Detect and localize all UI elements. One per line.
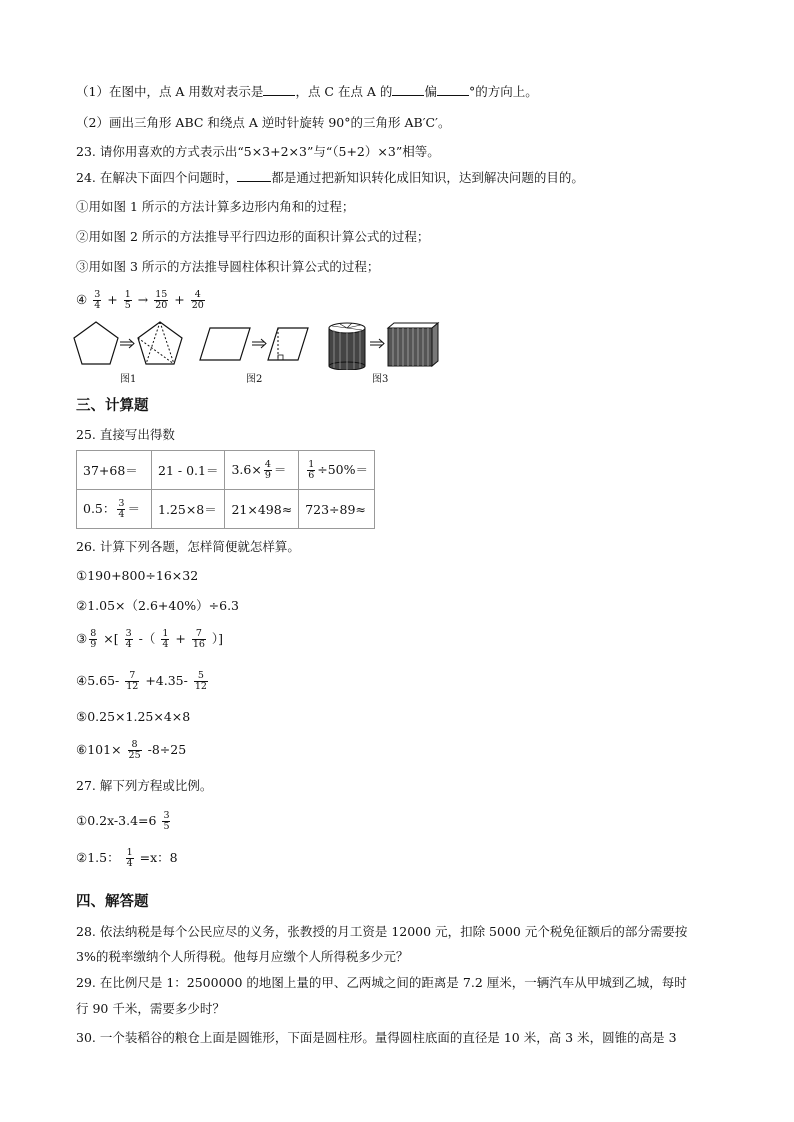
table-cell: 21×498≈ xyxy=(225,490,299,529)
arrow-icon xyxy=(370,339,384,348)
table-cell: $\frac{1}{6}$ ÷50%＝ xyxy=(299,451,375,490)
q26-expr-5: ⑤0.25×1.25×4×8 xyxy=(76,709,191,724)
q22-part2: （2）画出三角形 ABC 和绕点 A 逆时针旋转 90°的三角形 AB′C′。 xyxy=(76,115,451,130)
answer-blank[interactable] xyxy=(392,83,424,96)
question-28-line-1: 28. 依法纳税是每个公民应尽的义务，张教授的月工资是 12000 元，扣除 5000 元个税免征额后的部分需要按 xyxy=(76,924,688,939)
table-cell: 37+68＝ xyxy=(77,451,152,490)
fraction: $\frac{4}{20}$ xyxy=(191,289,204,311)
answer-blank[interactable] xyxy=(437,83,469,96)
cut-parallelogram-shape xyxy=(268,328,308,360)
q26-expr-3: ③ $\frac{8}{9}$ ×[ $\frac{3}{4}$ -（ $\frac{1}{4}$ + $\frac{7}{16}$ ）] xyxy=(76,628,224,650)
q24-item3: ③用如图 3 所示的方法推导圆柱体积计算公式的过程； xyxy=(76,259,380,274)
divided-pentagon-shape xyxy=(138,322,182,364)
answer-blank[interactable] xyxy=(237,169,271,182)
question-29-line-1: 29. 在比例尺是 1：2500000 的地图上量的甲、乙两城之间的距离是 7.2 厘米，一辆汽车从甲城到乙城，每时 xyxy=(76,975,687,990)
q24-item2: ②用如图 2 所示的方法推导平行四边形的面积计算公式的过程； xyxy=(76,229,430,244)
question-26-title: 26. 计算下列各题，怎样简便就怎样算。 xyxy=(76,539,300,554)
table-cell: 3.6× $\frac{4}{9}$ ＝ xyxy=(225,451,299,490)
answer-blank[interactable] xyxy=(263,83,295,96)
fraction: $\frac{15}{20}$ xyxy=(155,289,168,311)
pentagon-shape xyxy=(74,322,118,364)
table-cell: 21 - 0.1＝ xyxy=(152,451,225,490)
question-30-line-1: 30. 一个装稻谷的粮仓上面是圆锥形，下面是圆柱形。量得圆柱底面的直径是 10 米，高 3 米，圆锥的高是 3 xyxy=(76,1030,677,1045)
question-25-title: 25. 直接写出得数 xyxy=(76,427,175,442)
section-3-heading: 三、计算题 xyxy=(76,398,149,414)
parallelogram-shape xyxy=(200,328,250,360)
q22-part1: （1）在图中，点 A 用数对表示是 ，点 C 在点 A 的 偏 °的方向上。 xyxy=(76,84,538,99)
figure-3-caption: 图3 xyxy=(372,374,389,385)
question-28-line-2: 3%的税率缴纳个人所得税。他每月应缴个人所得税多少元？ xyxy=(76,949,409,964)
arrow-icon xyxy=(120,339,134,348)
question-29-line-2: 行 90 千米，需要多少时？ xyxy=(76,1001,225,1016)
fraction: $\frac{1}{5}$ xyxy=(124,289,131,311)
table-row xyxy=(77,490,375,529)
cuboid-shape xyxy=(388,323,438,366)
q25-mental-math-table xyxy=(76,450,375,529)
arrow-icon xyxy=(252,339,266,348)
q26-expr-2: ②1.05×（2.6+40%）÷6.3 xyxy=(76,598,240,613)
q27-equation-1: ①0.2x-3.4=6 $\frac{3}{5}$ xyxy=(76,810,170,832)
question-23: 23. 请你用喜欢的方式表示出“5×3+2×3”与“（5+2）×3”相等。 xyxy=(76,144,440,159)
table-row xyxy=(77,451,375,490)
question-27-title: 27. 解下列方程或比例。 xyxy=(76,778,213,793)
cylinder-shape xyxy=(329,323,365,370)
figure-2-caption: 图2 xyxy=(246,374,263,385)
table-cell: 0.5： $\frac{3}{4}$ ＝ xyxy=(77,490,152,529)
figure-1-caption: 图1 xyxy=(120,374,137,385)
q24-item4: ④ $\frac{3}{4}$ + $\frac{1}{5}$ → $\frac{15}{20}$ + $\frac{4}{20}$ xyxy=(76,289,204,311)
fraction: $\frac{3}{4}$ xyxy=(94,289,101,311)
q26-expr-1: ①190+800÷16×32 xyxy=(76,568,199,583)
q26-expr-6: ⑥101× $\frac{8}{25}$ -8÷25 xyxy=(76,739,187,761)
table-cell: 723÷89≈ xyxy=(299,490,375,529)
q26-expr-4: ④5.65- $\frac{7}{12}$ +4.35- $\frac{5}{12}$ xyxy=(76,670,207,692)
section-4-heading: 四、解答题 xyxy=(76,894,149,910)
q24-figures xyxy=(72,318,452,370)
q24-item1: ①用如图 1 所示的方法计算多边形内角和的过程； xyxy=(76,199,355,214)
table-cell: 1.25×8＝ xyxy=(152,490,225,529)
q27-equation-2: ②1.5： $\frac{1}{4}$ =x：8 xyxy=(76,847,178,869)
question-24-stem: 24. 在解决下面四个问题时， 都是通过把新知识转化成旧知识，达到解决问题的目的。 xyxy=(76,170,584,185)
